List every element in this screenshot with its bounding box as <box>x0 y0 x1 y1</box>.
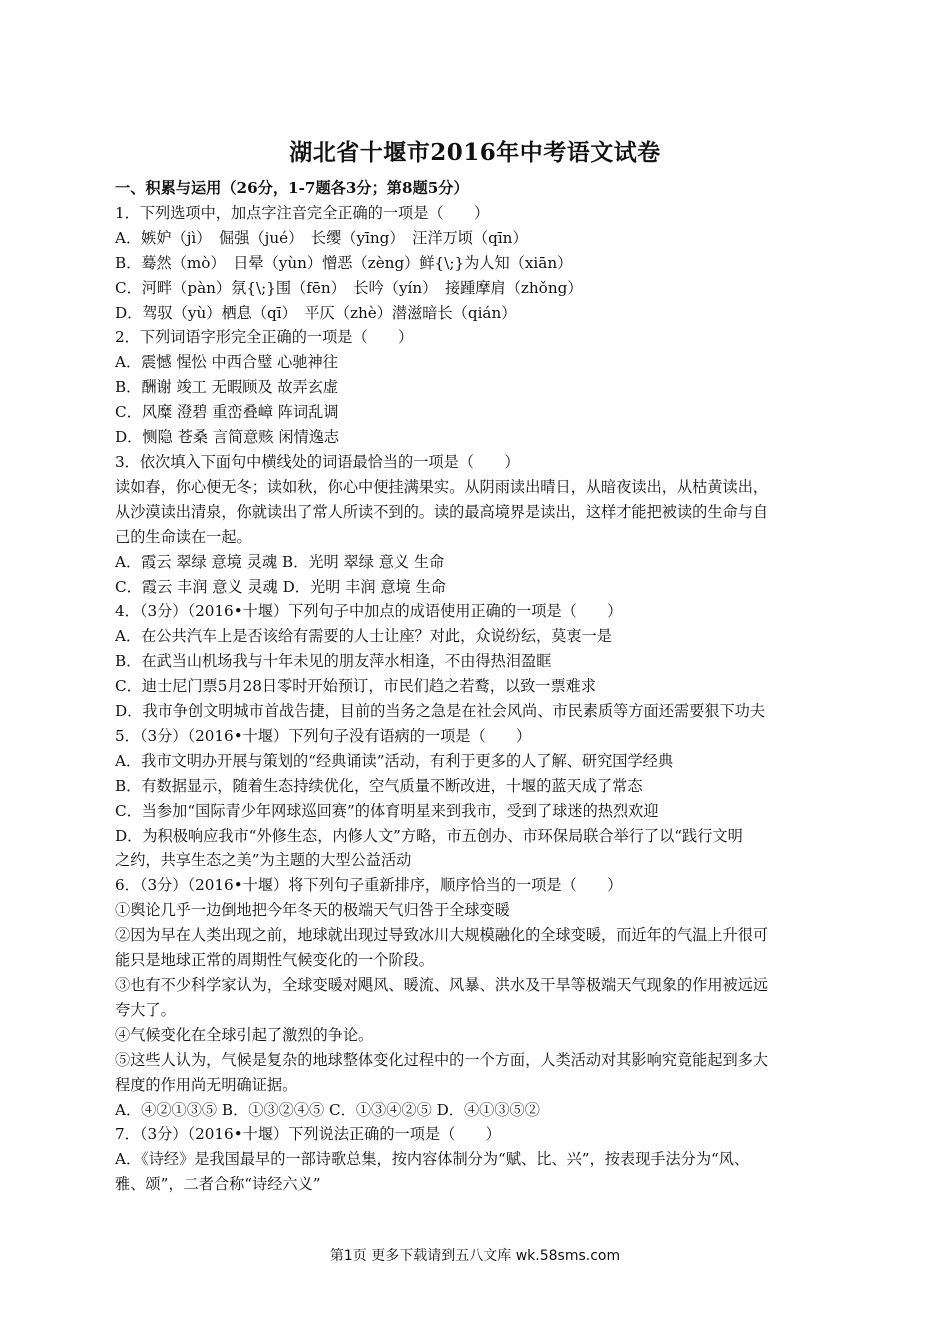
text-line: 能只是地球正常的周期性气候变化的一个阶段。 <box>115 951 434 970</box>
text-line: 读如春，你心便无冬；读如秋，你心中便挂满果实。从阴雨读出晴日，从暗夜读出，从枯黄读出， <box>115 477 769 496</box>
text-line: B．蓦然（mò） 日晕（yùn）憎恶（zèng）鲜{\;}为人知（xiān） <box>115 253 573 272</box>
text-line: ②因为早在人类出现之前，地球就出现过导致冰川大规模融化的全球变暖，而近年的气温上升很可 <box>115 926 769 945</box>
text-line: ④气候变化在全球引起了激烈的争论。 <box>115 1025 374 1044</box>
text-line: C．风糜 澄碧 重峦叠嶂 阵词乱调 <box>115 403 339 422</box>
text-line: A．我市文明办开展与策划的“经典诵读”活动，有利于更多的人了解、研究国学经典 <box>115 751 674 770</box>
text-line: 夸大了。 <box>115 1000 176 1019</box>
text-line: 6．（3分）（2016•十堰）将下列句子重新排序，顺序恰当的一项是（ ） <box>115 876 623 895</box>
text-line: 4．（3分）（2016•十堰）下列句子中加点的成语使用正确的一项是（ ） <box>115 602 623 621</box>
text-line: A．震憾 惺忪 中西合璧 心驰神往 <box>115 353 338 372</box>
text-line: 7．（3分）（2016•十堰）下列说法正确的一项是（ ） <box>115 1125 501 1144</box>
text-line: A．嫉妒（jì） 倔强（jué） 长缨（yīng） 汪洋万顷（qīn） <box>115 228 528 247</box>
text-line: A．霞云 翠绿 意境 灵魂 B．光明 翠绿 意义 生命 <box>115 552 445 571</box>
text-line: 雅、颂”，二者合称“诗经六义” <box>115 1175 321 1194</box>
text-line: D．我市争创文明城市首战告捷，目前的当务之急是在社会风尚、市民素质等方面还需要狠下功夫 <box>115 702 766 721</box>
text-line: A．《诗经》是我国最早的一部诗歌总集，按内容体制分为“赋、比、兴”，按表现手法分为“风、 <box>115 1150 750 1169</box>
exam-content <box>115 176 837 1197</box>
text-line: D．驾驭（yù）栖息（qī） 平仄（zhè）潜滋暗长（qián） <box>115 303 517 322</box>
text-line: A．④②①③⑤ B．①③②④⑤ C．①③④②⑤ D．④①③⑤② <box>115 1100 540 1119</box>
text-line: C．河畔（pàn）氛{\;}围（fēn） 长吟（yín） 接踵摩肩（zhǒng） <box>115 278 583 297</box>
text-line: 2．下列词语字形完全正确的一项是（ ） <box>115 328 414 347</box>
text-line: 从沙漠读出清泉，你就读出了常人所读不到的。读的最高境界是读出，这样才能把被读的生命与自 <box>115 502 769 521</box>
text-line: B．酬谢 竣工 无暇顾及 故弄玄虚 <box>115 378 339 397</box>
page-title: 湖北省十堰市2016年中考语文试卷 <box>289 139 661 166</box>
text-line: B．在武当山机场我与十年未见的朋友萍水相逢，不由得热泪盈眶 <box>115 652 552 671</box>
page-footer: 第1页 更多下载请到五八文库 wk.58sms.com <box>329 1248 621 1264</box>
text-line: ③也有不少科学家认为，全球变暖对飓风、暖流、风暴、洪水及干旱等极端天气现象的作用被远远 <box>115 976 769 994</box>
text-line: C．霞云 丰润 意义 灵魂 D．光明 丰润 意境 生命 <box>115 577 446 596</box>
text-line: C．迪士尼门票5月28日零时开始预订，市民们趋之若鹜，以致一票难求 <box>115 677 597 696</box>
text-line: 程度的作用尚无明确证据。 <box>115 1075 298 1094</box>
text-line: A．在公共汽车上是否该给有需要的人士让座？对此，众说纷纭，莫衷一是 <box>115 627 612 646</box>
text-line: 1．下列选项中，加点字注音完全正确的一项是（ ） <box>115 203 490 222</box>
text-line: 5．（3分）（2016•十堰）下列句子没有语病的一项是（ ） <box>115 726 532 745</box>
text-line: 之约，共享生态之美”为主题的大型公益活动 <box>115 851 412 870</box>
text-line: D．恻隐 苍桑 言简意赅 闲情逸志 <box>115 428 340 447</box>
text-line: 己的生命读在一起。 <box>115 527 252 546</box>
text-line: ①舆论几乎一边倒地把今年冬天的极端天气归咎于全球变暖 <box>115 901 510 920</box>
text-line: B．有数据显示，随着生态持续优化，空气质量不断改进，十堰的蓝天成了常态 <box>115 776 643 795</box>
text-line: 3．依次填入下面句中横线处的词语最恰当的一项是（ ） <box>115 452 520 471</box>
text-line: ⑤这些人认为，气候是复杂的地球整体变化过程中的一个方面，人类活动对其影响究竟能起到多大 <box>115 1050 769 1069</box>
text-line: C．当参加“国际青少年网球巡回赛”的体育明星来到我市，受到了球迷的热烈欢迎 <box>115 801 659 820</box>
section-heading: 一、积累与运用（26分，1-7题各3分；第8题5分） <box>115 179 469 197</box>
text-line: D．为积极响应我市“外修生态，内修人文”方略，市五创办、市环保局联合举行了以“践行文明 <box>115 826 743 845</box>
